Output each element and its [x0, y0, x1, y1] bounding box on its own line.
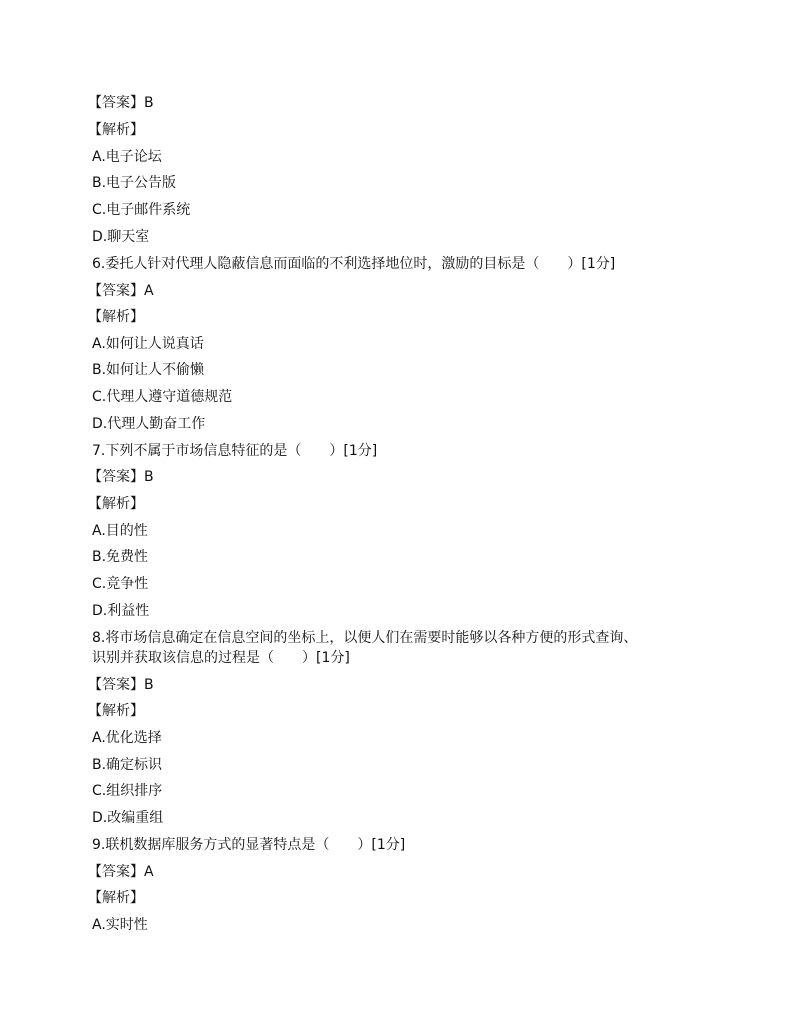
option-a: A.如何让人说真话: [92, 336, 204, 352]
option-b: B.如何让人不偷懒: [92, 362, 205, 378]
option-c: C.代理人遵守道德规范: [92, 389, 233, 405]
analysis-label: 【解析】: [88, 309, 144, 325]
option-b: B.电子公告版: [92, 175, 177, 191]
option-c: C.竞争性: [92, 576, 149, 592]
option-a: A.优化选择: [92, 730, 162, 746]
option-d: D.利益性: [92, 603, 150, 619]
option-b: B.确定标识: [92, 757, 163, 773]
question-7: 7.下列不属于市场信息特征的是（ ）[1分]: [92, 443, 378, 459]
option-a: A.目的性: [92, 523, 148, 539]
question-9: 9.联机数据库服务方式的显著特点是（ ）[1分]: [92, 837, 406, 853]
option-a: A.电子论坛: [92, 149, 162, 165]
answer-label: 【答案】B: [88, 469, 154, 485]
option-c: C.电子邮件系统: [92, 202, 191, 218]
answer-label: 【答案】A: [88, 283, 154, 299]
answer-label: 【答案】B: [88, 677, 154, 693]
option-c: C.组织排序: [92, 783, 163, 799]
option-d: D.改编重组: [92, 810, 164, 826]
question-8-line-1: 8.将市场信息确定在信息空间的坐标上，以便人们在需要时能够以各种方便的形式查询、: [92, 630, 638, 646]
analysis-label: 【解析】: [88, 890, 144, 906]
question-6: 6.委托人针对代理人隐蔽信息而面临的不利选择地位时，激励的目标是（ ）[1分]: [92, 256, 616, 272]
analysis-label: 【解析】: [88, 703, 144, 719]
option-b: B.免费性: [92, 549, 149, 565]
analysis-label: 【解析】: [88, 122, 144, 138]
option-a: A.实时性: [92, 917, 148, 933]
answer-label: 【答案】A: [88, 864, 154, 880]
question-8-line-2: 识别并获取该信息的过程是（ ）[1分]: [92, 650, 350, 666]
option-d: D.代理人勤奋工作: [92, 416, 206, 432]
option-d: D.聊天室: [92, 229, 150, 245]
answer-label: 【答案】B: [88, 95, 154, 111]
analysis-label: 【解析】: [88, 496, 144, 512]
